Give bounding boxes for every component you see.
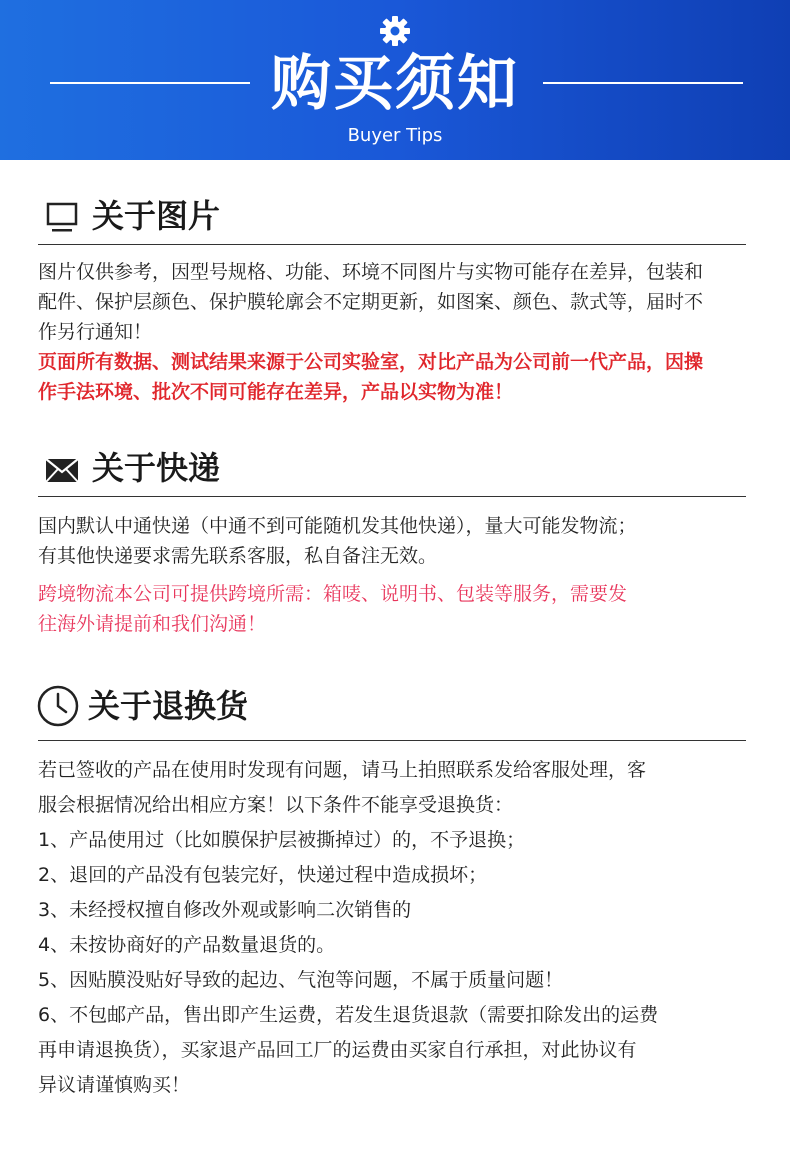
section-body <box>38 257 746 407</box>
highlight-line: 跨境物流本公司可提供跨境所需：箱唛、说明书、包装等服务，需要发 <box>38 583 628 605</box>
list-item: 2、退回的产品没有包装完好，快递过程中造成损坏； <box>38 864 488 886</box>
envelope-icon <box>42 450 82 490</box>
highlight-line: 作手法环境、批次不同可能存在差异，产品以实物为准！ <box>38 381 514 403</box>
clock-icon <box>36 684 80 728</box>
list-item: 异议请谨慎购买！ <box>38 1074 191 1096</box>
list-item: 3、未经授权擅自修改外观或影响二次销售的 <box>38 899 412 921</box>
section-header <box>38 680 746 741</box>
section-title: 关于退换货 <box>88 687 249 725</box>
list-item: 6、不包邮产品，售出即产生运费，若发生退货退款（需要扣除发出的运费 <box>38 1004 659 1026</box>
body-line: 作另行通知！ <box>38 321 153 343</box>
list-item: 5、因贴膜没贴好导致的起边、气泡等问题，不属于质量问题！ <box>38 969 564 991</box>
body-line: 服会根据情况给出相应方案！以下条件不能享受退换货： <box>38 794 514 816</box>
body-line: 图片仅供参考，因型号规格、功能、环境不同图片与实物可能存在差异，包装和 <box>38 261 704 283</box>
list-item: 1、产品使用过（比如膜保护层被撕掉过）的，不予退换； <box>38 829 526 851</box>
section-about-delivery <box>38 436 746 639</box>
section-about-images <box>38 184 746 407</box>
page-title: 购买须知 <box>271 49 519 119</box>
highlight-line: 页面所有数据、测试结果来源于公司实验室，对比产品为公司前一代产品，因操 <box>38 351 704 373</box>
body-line: 国内默认中通快递（中通不到可能随机发其他快递），量大可能发物流； <box>38 515 637 537</box>
body-line: 有其他快递要求需先联系客服，私自备注无效。 <box>38 545 438 567</box>
section-title: 关于图片 <box>92 197 221 235</box>
body-line: 配件、保护层颜色、保护膜轮廓会不定期更新，如图案、颜色、款式等，届时不 <box>38 291 704 313</box>
section-header <box>38 436 746 497</box>
header-banner <box>0 0 790 160</box>
highlight-line: 往海外请提前和我们沟通！ <box>38 613 267 635</box>
list-item: 4、未按协商好的产品数量退货的。 <box>38 934 336 956</box>
monitor-icon <box>42 198 82 238</box>
section-body <box>38 511 746 639</box>
section-about-returns <box>38 680 746 1103</box>
body-line: 若已签收的产品在使用时发现有问题，请马上拍照联系发给客服处理，客 <box>38 759 647 781</box>
section-body <box>38 753 746 1103</box>
page-subtitle: Buyer Tips <box>347 125 443 146</box>
list-item: 再申请退换货），买家退产品回工厂的运费由买家自行承担，对此协议有 <box>38 1039 637 1061</box>
gear-icon <box>379 15 411 47</box>
section-header <box>38 184 746 245</box>
section-title: 关于快递 <box>92 449 221 487</box>
